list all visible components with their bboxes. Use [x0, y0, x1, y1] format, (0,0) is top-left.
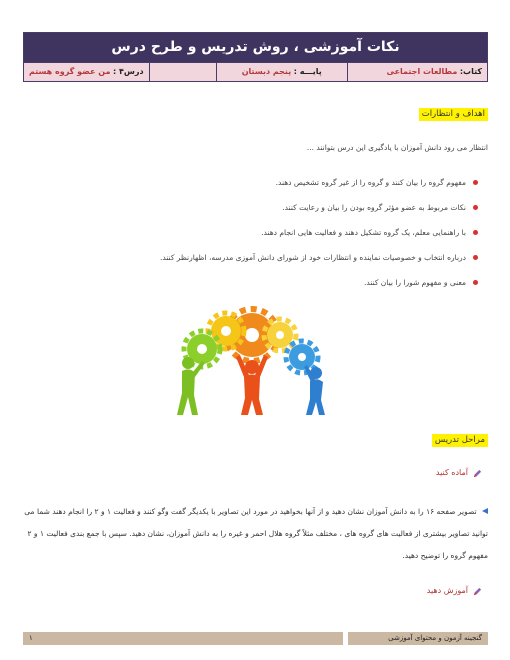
teaching-paragraph — [23, 501, 488, 567]
teaching-steps-heading: مراحل تدریس — [432, 434, 488, 447]
teach-step — [427, 586, 468, 595]
prepare-step — [436, 468, 468, 477]
grade-label: پایـــه : — [293, 67, 322, 76]
pencil-icon — [473, 587, 482, 596]
objectives-list — [46, 177, 466, 302]
arrow-icon — [482, 508, 488, 514]
lesson-label: درس۴ : — [112, 67, 144, 76]
bullet-icon — [473, 255, 478, 260]
book-value: مطالعات اجتماعی — [386, 67, 458, 76]
list-item: با راهنمایی معلم، یک گروه تشکیل دهند و فعالیت هایی انجام دهند. — [46, 227, 466, 252]
teach-step-label: آموزش دهید — [426, 586, 468, 595]
grade-value: پنجم دبستان — [241, 67, 292, 76]
lesson-info-row — [24, 62, 487, 81]
objectives-intro: انتظار می رود دانش آموزان با یادگیری این درس بتوانند ... — [306, 143, 488, 152]
bullet-icon — [473, 180, 478, 185]
lesson-value: من عضو گروه هستم — [29, 67, 111, 76]
bullet-icon — [473, 205, 478, 210]
footer-page-number: ۱ — [23, 632, 343, 645]
list-item: درباره انتخاب و خصوصیات نماینده و انتظارات خود از شورای دانش آموزی مدرسه، اظهارنظر کنند. — [46, 252, 466, 277]
list-item: نکات مربوط به عضو مؤثر گروه بودن را بیان و رعایت کنند. — [46, 202, 466, 227]
bullet-icon — [473, 230, 478, 235]
book-label: کتاب: — [459, 67, 482, 76]
teaching-paragraph-text: تصویر صفحه ۱۶ را به دانش آموزان نشان دهید و از آنها بخواهید در مورد این تصاویر با یکدیگر گفت وگو کنند و فعالیت ۱ و ۲ را انجام دهند شما می توانید تصاویر بیشتری از فعالیت های گروه های ، مختلف مثلاً گروه هلال احمر و غیره را به دانش آموزان، نشان دهید. سپس با جمع بندی فعالیت ۱ و ۲ مفهوم گروه را توضیح دهید. — [24, 507, 488, 560]
bullet-icon — [473, 280, 478, 285]
prepare-step-label: آماده کنید — [435, 468, 468, 477]
teamwork-gears-illustration — [168, 305, 336, 417]
objectives-heading: اهداف و انتظارات — [419, 108, 488, 121]
spacer-cell — [149, 63, 216, 81]
book-cell — [347, 63, 487, 81]
page-title: نکات آموزشی ، روش تدریس و طرح درس — [24, 33, 487, 62]
blue-figure-icon — [304, 365, 325, 415]
lesson-header — [23, 32, 488, 82]
lesson-cell — [24, 63, 149, 81]
green-figure-icon — [177, 357, 205, 415]
orange-figure-icon — [236, 355, 268, 415]
list-item: مفهوم گروه را بیان کنند و گروه را از غیر گروه تشخیص دهند. — [46, 177, 466, 202]
grade-cell — [216, 63, 347, 81]
footer-brand: گنجینه آزمون و محتوای آموزشی — [348, 632, 488, 645]
list-item: معنی و مفهوم شورا را بیان کنند. — [46, 277, 466, 302]
pencil-icon — [473, 469, 482, 478]
